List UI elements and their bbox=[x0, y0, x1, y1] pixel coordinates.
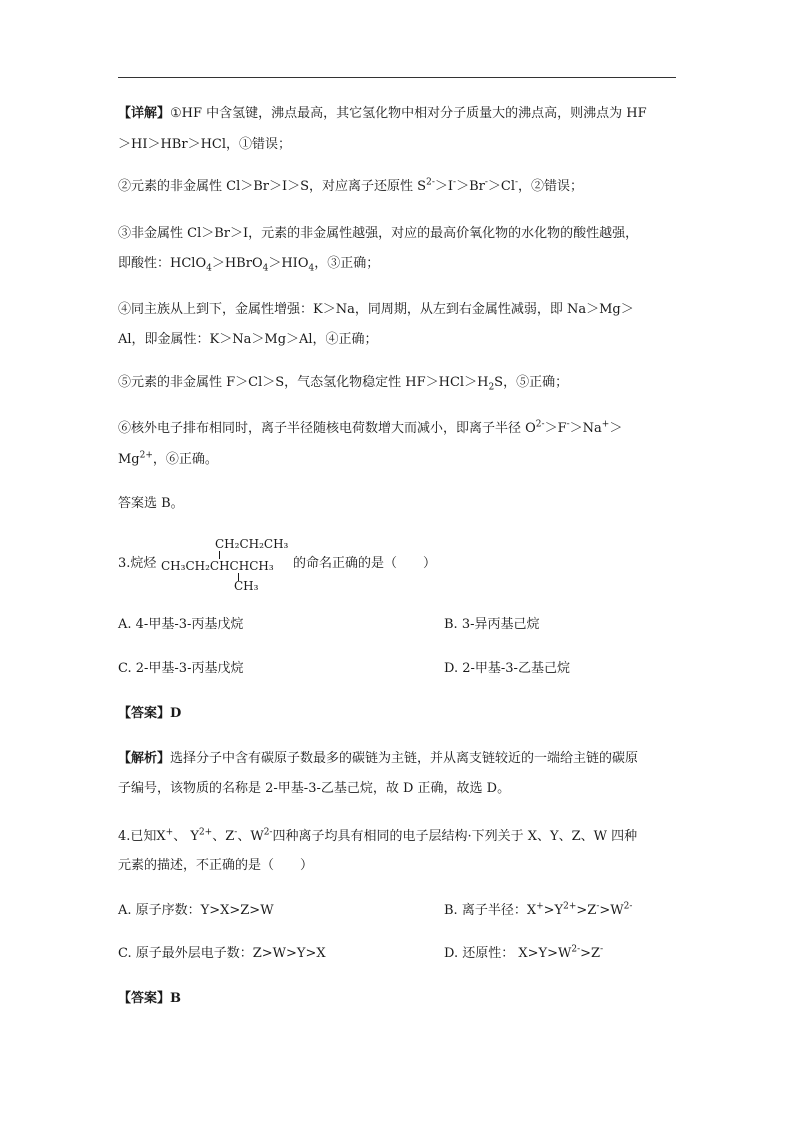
q3-struct-main: CH₃CH₂CHCHCH₃ bbox=[161, 559, 274, 573]
q3-struct-top: CH₂CH₂CH₃ bbox=[215, 537, 289, 551]
detail-line-2: ＞HI＞HBr＞HCl，①错误； bbox=[118, 137, 292, 152]
q4-option-b: B. 离子半径：$X^+>Y^{2+}>Z^->W^{2-}$ bbox=[444, 901, 633, 918]
q4-option-c: C. 原子最外层电子数：Z>W>Y>X bbox=[118, 946, 326, 961]
detail-line-1: 【详解】①HF 中含氢键，沸点最高，其它氢化物中相对分子质量大的沸点高，则沸点为 HF bbox=[118, 106, 647, 121]
detail-item-2: ②元素的非金属性 Cl＞Br＞I＞S，对应离子还原性 $S^{2-}>I^->Br^->Cl^-$，②错误； bbox=[118, 177, 584, 194]
q3-answer: 【答案】D bbox=[118, 706, 182, 721]
detail-item-4-line-2: Al，即金属性：K＞Na＞Mg＞Al，④正确； bbox=[118, 332, 378, 347]
detail-tag: 【详解】 bbox=[118, 106, 171, 121]
header-rule bbox=[118, 77, 676, 78]
q3-option-d: D. 2-甲基-3-乙基己烷 bbox=[444, 661, 570, 676]
detail-item-6-line-2: $Mg^{2+}$，⑥正确。 bbox=[118, 450, 218, 467]
q4-stem-line-2: 元素的描述，不正确的是（ ） bbox=[118, 858, 314, 873]
detail-item-4-line-1: ④同主族从上到下，金属性增强：K＞Na，同周期，从左到右金属性减弱，即 Na＞Mg＞ bbox=[118, 302, 634, 317]
detail-item-3-line-1: ③非金属性 Cl＞Br＞I，元素的非金属性越强，对应的最高价氧化物的水化物的酸性越强， bbox=[118, 226, 639, 241]
q3-struct-bond-top bbox=[219, 551, 220, 559]
q3-option-a: A. 4-甲基-3-丙基戊烷 bbox=[118, 617, 244, 632]
q3-analysis-line-2: 子编号，该物质的名称是 2-甲基-3-乙基己烷，故 D 正确，故选 D。 bbox=[118, 781, 511, 796]
q3-analysis-line-1: 【解析】选择分子中含有碳原子数最多的碳链为主链，并从离支链较近的一端给主链的碳原 bbox=[118, 751, 639, 766]
detail-answer: 答案选 B。 bbox=[118, 496, 184, 511]
q3-option-b: B. 3-异丙基己烷 bbox=[444, 617, 540, 632]
q4-option-d: D. 还原性： $X>Y>W^{2-}>Z^-$ bbox=[444, 944, 604, 961]
q4-stem-line-1: 4.已知X+、 $Y^{2+}$、Z-、$W^{2-}$四种离子均具有相同的电子层结构·下列关于 X、Y、Z、W 四种 bbox=[118, 827, 638, 844]
q3-option-c: C. 2-甲基-3-丙基戊烷 bbox=[118, 661, 244, 676]
detail-item-6-line-1: ⑥核外电子排布相同时，离子半径随核电荷数增大而减小，即离子半径 $O^{2-}>F^->Na^+>$ bbox=[118, 419, 623, 436]
q3-struct-bottom: CH₃ bbox=[234, 579, 259, 593]
q4-option-a: A. 原子序数：Y>X>Z>W bbox=[118, 903, 274, 918]
detail-item-5: ⑤元素的非金属性 F＞Cl＞S，气态氢化物稳定性 $HF>HCl>H_2S$，⑤正确； bbox=[118, 375, 569, 393]
q3-stem-suffix: 的命名正确的是（ ） bbox=[293, 556, 437, 571]
q3-prefix: 3.烷烃 bbox=[118, 556, 157, 571]
detail-item-3-line-2: 即酸性：$HClO_4>HBrO_4>HIO_4$，③正确； bbox=[118, 256, 380, 274]
q4-answer: 【答案】B bbox=[118, 991, 181, 1006]
